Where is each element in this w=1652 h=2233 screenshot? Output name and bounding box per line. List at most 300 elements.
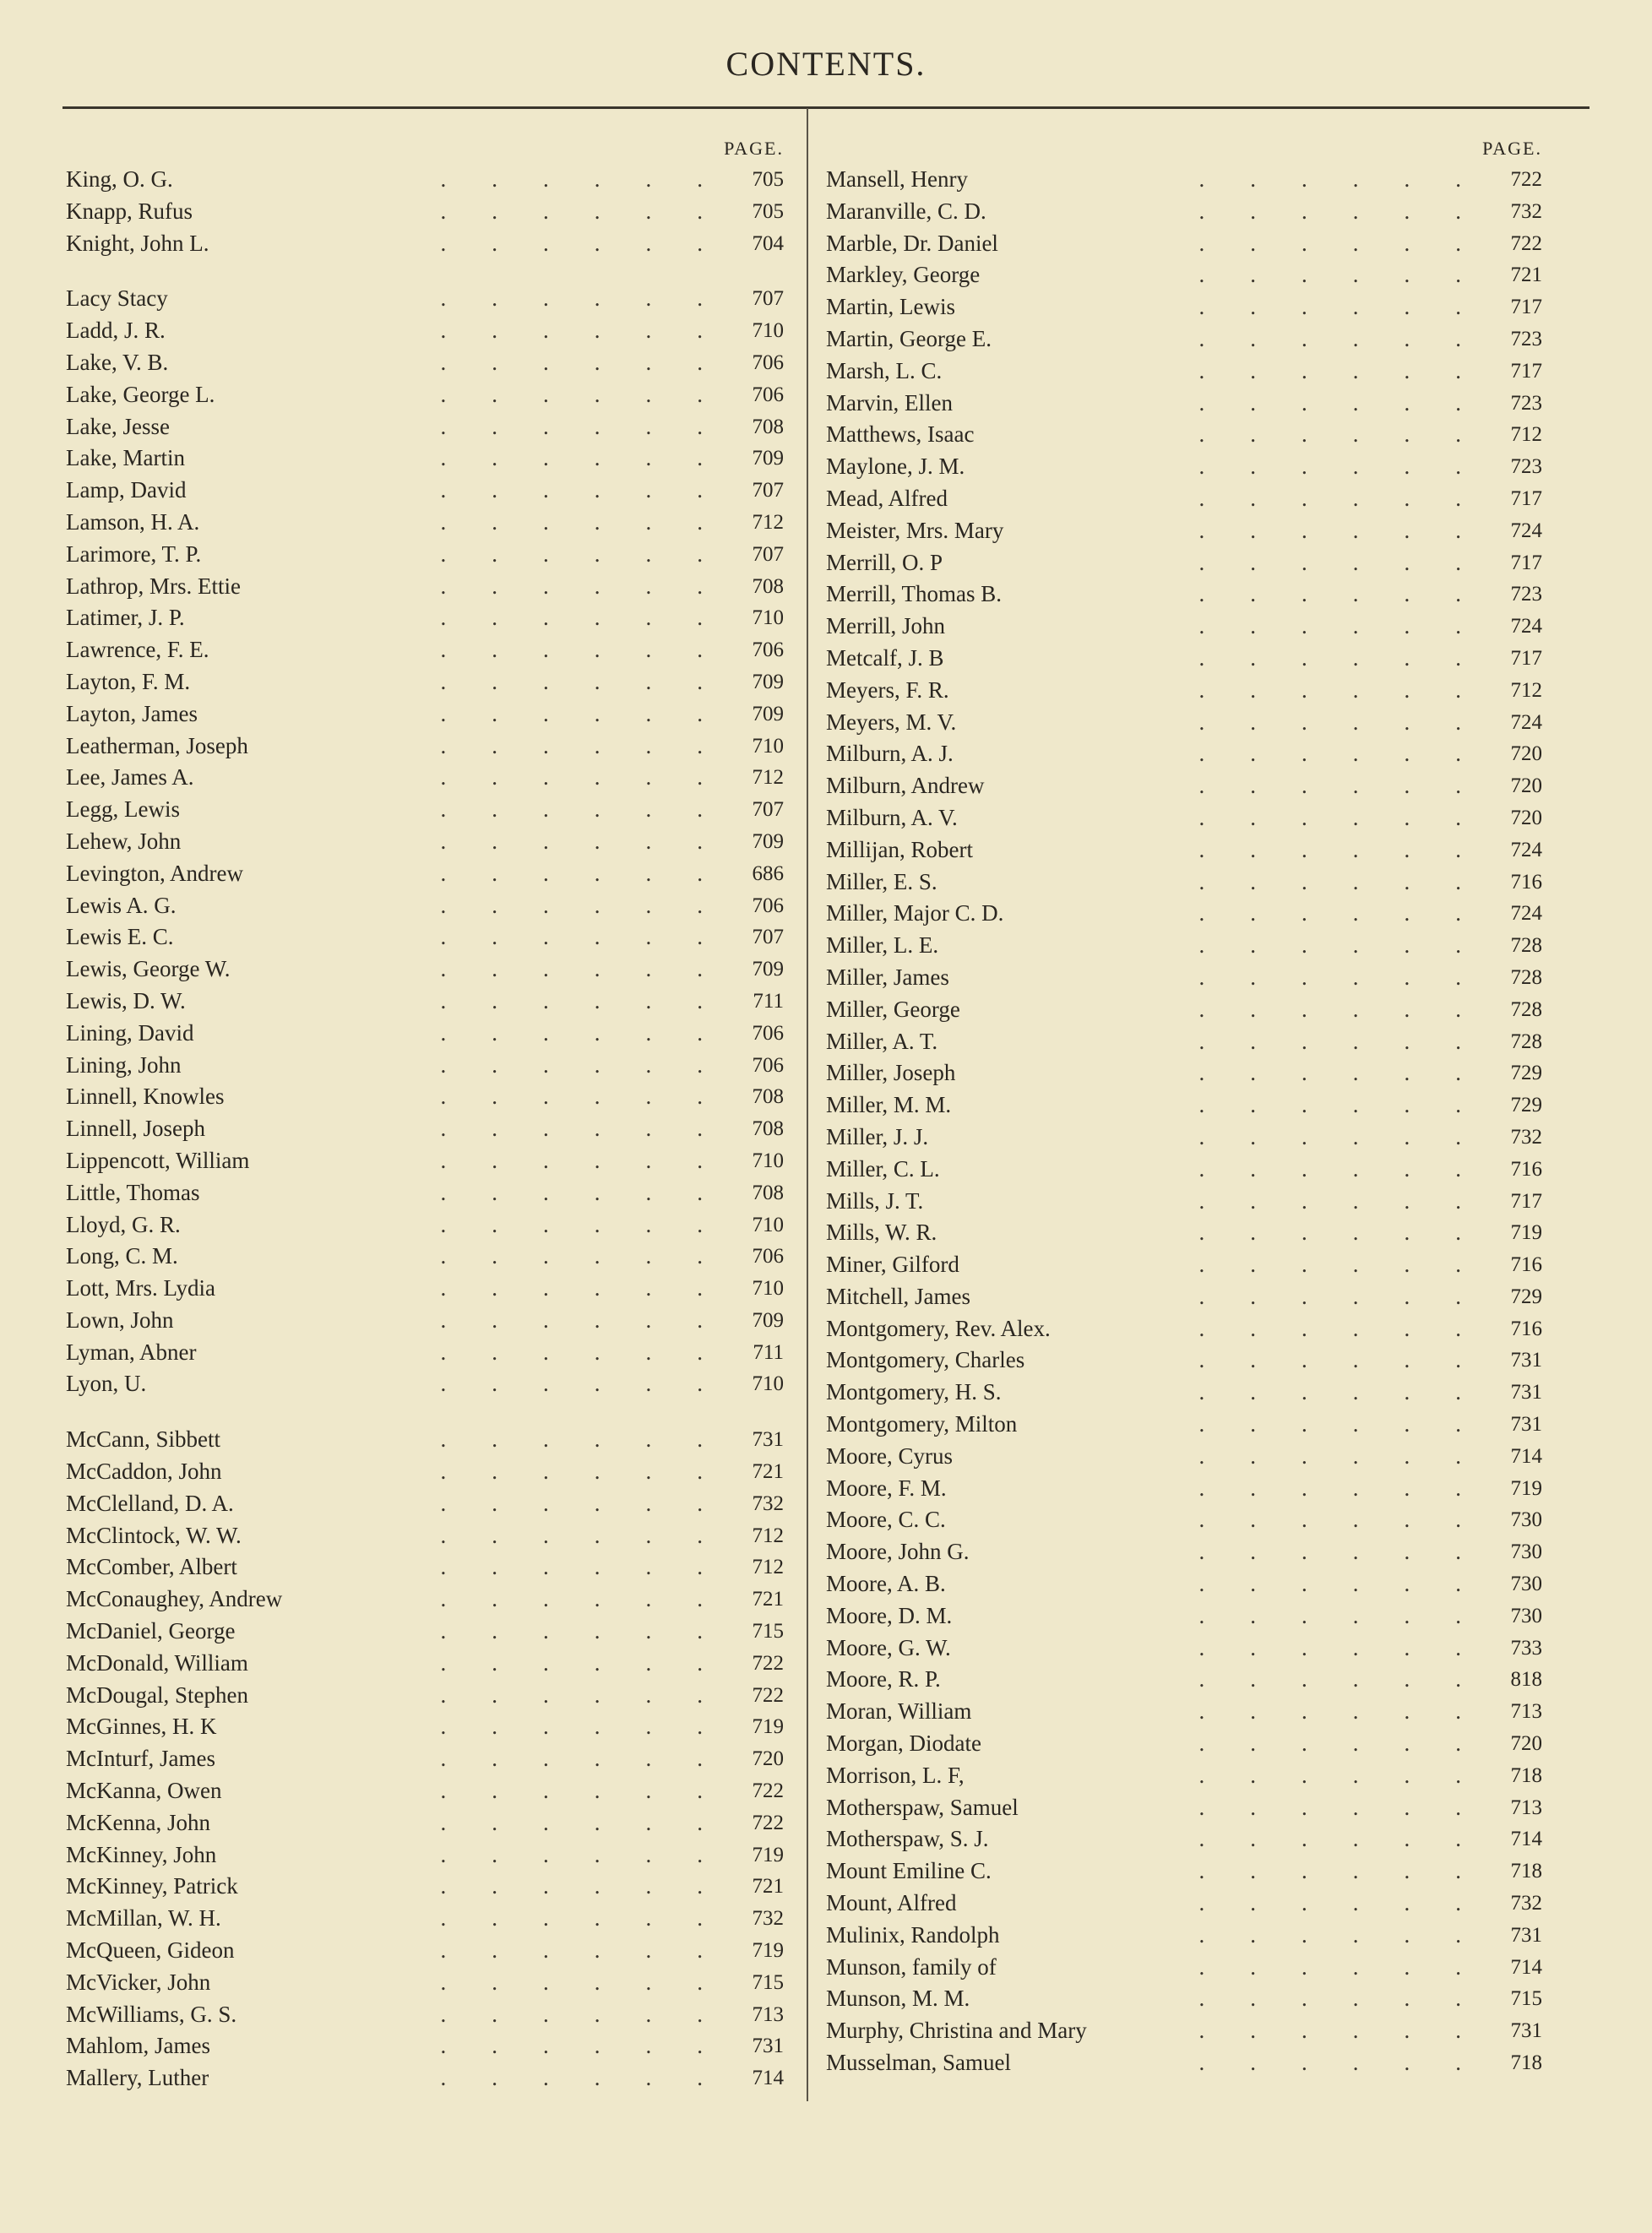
index-entry bbox=[826, 291, 1542, 323]
index-entry bbox=[826, 1823, 1542, 1855]
entry-page-number: 712 bbox=[1510, 423, 1542, 447]
entry-page-number: 710 bbox=[752, 1149, 784, 1172]
entry-page-number: 721 bbox=[752, 1875, 784, 1899]
leader-dots: . . . . . . bbox=[1198, 485, 1461, 511]
section-spacer bbox=[66, 1400, 784, 1424]
entry-page-number: 716 bbox=[1510, 1317, 1542, 1340]
entry-name: Maranville, C. D. bbox=[826, 198, 986, 224]
index-entry bbox=[66, 986, 784, 1018]
index-entry bbox=[66, 1520, 784, 1552]
entry-page-number: 706 bbox=[752, 1021, 784, 1045]
index-entry bbox=[826, 356, 1542, 388]
leader-dots: . . . . . . bbox=[1198, 1730, 1461, 1757]
index-entry bbox=[826, 483, 1542, 515]
entry-name: Layton, F. M. bbox=[66, 668, 191, 694]
index-entry bbox=[826, 388, 1542, 420]
entry-page-number: 707 bbox=[752, 479, 784, 503]
index-entry bbox=[826, 1760, 1542, 1792]
entry-page-number: 729 bbox=[1510, 1094, 1542, 1117]
leader-dots: . . . . . . bbox=[1198, 1539, 1461, 1565]
leader-dots: . . . . . . bbox=[1198, 1890, 1461, 1916]
index-entry bbox=[826, 962, 1542, 994]
leader-dots: . . . . . . bbox=[1198, 549, 1461, 575]
leader-dots: . . . . . . bbox=[1198, 932, 1461, 959]
entry-name: Lathrop, Mrs. Ettie bbox=[66, 573, 241, 599]
entry-page-number: 718 bbox=[1510, 2051, 1542, 2075]
leader-dots: . . . . . . bbox=[1198, 676, 1461, 703]
leader-dots: . . . . . . bbox=[440, 285, 703, 312]
index-entry bbox=[826, 1568, 1542, 1600]
entry-name: McGinnes, H. K bbox=[66, 1714, 217, 1740]
index-entry bbox=[66, 1050, 784, 1082]
leader-dots: . . . . . . bbox=[1198, 1507, 1461, 1533]
entry-name: Knight, John L. bbox=[66, 230, 209, 256]
entry-name: McKanna, Owen bbox=[66, 1778, 222, 1804]
leader-dots: . . . . . . bbox=[440, 828, 703, 854]
index-entry bbox=[66, 1648, 784, 1680]
leader-dots: . . . . . . bbox=[1198, 357, 1461, 383]
leader-dots: . . . . . . bbox=[440, 1084, 703, 1110]
leader-dots: . . . . . . bbox=[440, 381, 703, 407]
index-entry bbox=[66, 858, 784, 890]
entry-page-number: 711 bbox=[753, 989, 784, 1013]
leader-dots: . . . . . . bbox=[1198, 1794, 1461, 1820]
entry-page-number: 705 bbox=[752, 199, 784, 223]
leader-dots: . . . . . . bbox=[440, 1051, 703, 1078]
entry-page-number: 730 bbox=[1510, 1604, 1542, 1627]
left-entry-list bbox=[66, 164, 784, 2094]
entry-page-number: 722 bbox=[1510, 168, 1542, 191]
leader-dots: . . . . . . bbox=[440, 477, 703, 503]
entry-name: Meister, Mrs. Mary bbox=[826, 517, 1004, 543]
entry-page-number: 719 bbox=[752, 1843, 784, 1866]
entry-page-number: 707 bbox=[752, 542, 784, 566]
index-entry bbox=[826, 259, 1542, 291]
index-entry bbox=[66, 1903, 784, 1935]
entry-name: Miller, C. L. bbox=[826, 1155, 940, 1182]
entry-name: Millijan, Robert bbox=[826, 836, 973, 862]
entry-page-number: 728 bbox=[1510, 965, 1542, 989]
entry-name: Marsh, L. C. bbox=[826, 357, 943, 383]
index-entry bbox=[66, 571, 784, 603]
index-entry bbox=[66, 1839, 784, 1872]
leader-dots: . . . . . . bbox=[1198, 1155, 1461, 1182]
index-entry bbox=[826, 1122, 1542, 1154]
entry-page-number: 732 bbox=[752, 1491, 784, 1515]
leader-dots: . . . . . . bbox=[1198, 230, 1461, 256]
leader-dots: . . . . . . bbox=[440, 1459, 703, 1485]
index-entry bbox=[826, 1441, 1542, 1473]
index-entry bbox=[826, 196, 1542, 228]
entry-name: Motherspaw, Samuel bbox=[826, 1794, 1019, 1820]
leader-dots: . . . . . . bbox=[1198, 1953, 1461, 1980]
leader-dots: . . . . . . bbox=[1198, 454, 1461, 480]
index-entry bbox=[826, 707, 1542, 739]
entry-name: Marvin, Ellen bbox=[826, 389, 953, 416]
leader-dots: . . . . . . bbox=[440, 318, 703, 344]
entry-name: Larimore, T. P. bbox=[66, 541, 202, 567]
leader-dots: . . . . . . bbox=[1198, 517, 1461, 543]
entry-name: Mallery, Luther bbox=[66, 2065, 209, 2091]
leader-dots: . . . . . . bbox=[440, 1937, 703, 1964]
entry-name: Lake, George L. bbox=[66, 381, 215, 407]
index-entry bbox=[826, 1249, 1542, 1281]
leader-dots: . . . . . . bbox=[1198, 1347, 1461, 1373]
index-entry bbox=[826, 675, 1542, 707]
leader-dots: . . . . . . bbox=[440, 1969, 703, 1995]
index-entry bbox=[66, 1743, 784, 1775]
entry-page-number: 709 bbox=[752, 829, 784, 853]
index-entry bbox=[66, 890, 784, 922]
index-entry bbox=[66, 1680, 784, 1712]
entry-page-number: 712 bbox=[752, 1556, 784, 1579]
index-entry bbox=[826, 1536, 1542, 1568]
entry-name: Lippencott, William bbox=[66, 1147, 250, 1173]
entry-page-number: 708 bbox=[752, 1181, 784, 1204]
index-entry bbox=[66, 762, 784, 794]
leader-dots: . . . . . . bbox=[1198, 1762, 1461, 1788]
entry-page-number: 708 bbox=[752, 1085, 784, 1109]
entry-name: McDaniel, George bbox=[66, 1618, 236, 1644]
index-entry bbox=[826, 738, 1542, 770]
entry-name: Moore, R. P. bbox=[826, 1666, 941, 1692]
entry-page-number: 719 bbox=[1510, 1476, 1542, 1500]
index-entry bbox=[66, 1177, 784, 1209]
entry-page-number: 818 bbox=[1510, 1668, 1542, 1692]
entry-name: Lown, John bbox=[66, 1307, 174, 1333]
leader-dots: . . . . . . bbox=[440, 230, 703, 256]
index-entry bbox=[826, 451, 1542, 483]
entry-page-number: 717 bbox=[1510, 551, 1542, 574]
entry-page-number: 719 bbox=[752, 1715, 784, 1739]
entry-name: Mills, W. R. bbox=[826, 1220, 937, 1246]
index-entry bbox=[826, 898, 1542, 930]
entry-page-number: 723 bbox=[1510, 391, 1542, 415]
column-divider bbox=[807, 108, 808, 2101]
entry-page-number: 721 bbox=[752, 1460, 784, 1484]
entry-name: Merrill, O. P bbox=[826, 549, 943, 575]
index-entry bbox=[66, 475, 784, 507]
entry-name: Lott, Mrs. Lydia bbox=[66, 1275, 215, 1301]
entry-name: Linnell, Knowles bbox=[66, 1084, 225, 1110]
index-entry bbox=[826, 323, 1542, 356]
entry-name: Lyon, U. bbox=[66, 1371, 147, 1397]
entry-page-number: 708 bbox=[752, 1117, 784, 1141]
entry-name: Moore, D. M. bbox=[826, 1602, 953, 1628]
entry-page-number: 728 bbox=[1510, 1030, 1542, 1053]
index-entry bbox=[826, 515, 1542, 547]
leader-dots: . . . . . . bbox=[440, 1426, 703, 1453]
entry-page-number: 719 bbox=[1510, 1221, 1542, 1245]
header-rule bbox=[62, 106, 1590, 109]
index-entry bbox=[826, 802, 1542, 834]
entry-page-number: 724 bbox=[1510, 615, 1542, 638]
index-entry bbox=[826, 1600, 1542, 1633]
entry-name: Montgomery, H. S. bbox=[826, 1379, 1002, 1405]
entry-page-number: 710 bbox=[752, 319, 784, 343]
index-entry bbox=[66, 1368, 784, 1400]
entry-page-number: 707 bbox=[752, 287, 784, 311]
index-entry bbox=[66, 1999, 784, 2031]
entry-page-number: 730 bbox=[1510, 1508, 1542, 1532]
left-column bbox=[66, 133, 784, 2094]
entry-name: Lyman, Abner bbox=[66, 1339, 197, 1365]
entry-name: Moore, Cyrus bbox=[826, 1442, 953, 1469]
entry-page-number: 716 bbox=[1510, 1253, 1542, 1277]
index-entry bbox=[826, 228, 1542, 260]
entry-page-number: 719 bbox=[752, 1939, 784, 1963]
leader-dots: . . . . . . bbox=[1198, 1187, 1461, 1214]
entry-name: Martin, Lewis bbox=[826, 294, 955, 320]
index-entry bbox=[66, 196, 784, 228]
leader-dots: . . . . . . bbox=[1198, 1634, 1461, 1660]
leader-dots: . . . . . . bbox=[440, 541, 703, 567]
leader-dots: . . . . . . bbox=[440, 413, 703, 439]
leader-dots: . . . . . . bbox=[440, 508, 703, 535]
entry-name: Lewis A. G. bbox=[66, 892, 177, 918]
entry-page-number: 728 bbox=[1510, 934, 1542, 958]
leader-dots: . . . . . . bbox=[440, 956, 703, 982]
entry-page-number: 714 bbox=[1510, 1955, 1542, 1979]
entry-name: Mills, J. T. bbox=[826, 1187, 924, 1214]
leader-dots: . . . . . . bbox=[1198, 1252, 1461, 1278]
entry-name: Latimer, J. P. bbox=[66, 605, 185, 631]
entry-page-number: 724 bbox=[1510, 902, 1542, 926]
entry-name: Layton, James bbox=[66, 700, 198, 726]
entry-name: King, O. G. bbox=[66, 166, 173, 192]
entry-name: Moore, G. W. bbox=[826, 1634, 951, 1660]
entry-page-number: 720 bbox=[1510, 1732, 1542, 1756]
section-spacer bbox=[66, 259, 784, 283]
entry-page-number: 706 bbox=[752, 383, 784, 406]
index-entry bbox=[66, 1113, 784, 1145]
index-entry bbox=[826, 1920, 1542, 1952]
index-entry bbox=[826, 1504, 1542, 1536]
leader-dots: . . . . . . bbox=[440, 1554, 703, 1580]
entry-page-number: 714 bbox=[752, 2067, 784, 2090]
index-entry bbox=[66, 507, 784, 539]
index-entry bbox=[66, 954, 784, 986]
entry-name: Little, Thomas bbox=[66, 1179, 200, 1205]
entry-name: McClelland, D. A. bbox=[66, 1490, 234, 1516]
leader-dots: . . . . . . bbox=[1198, 1379, 1461, 1405]
index-entry bbox=[826, 164, 1542, 196]
entry-name: Lewis E. C. bbox=[66, 924, 174, 950]
index-entry bbox=[826, 834, 1542, 867]
entry-page-number: 709 bbox=[752, 447, 784, 470]
leader-dots: . . . . . . bbox=[1198, 900, 1461, 926]
entry-name: McWilliams, G. S. bbox=[66, 2001, 237, 2027]
index-entry bbox=[826, 930, 1542, 962]
index-entry bbox=[826, 643, 1542, 675]
entry-name: Milburn, A. V. bbox=[826, 804, 958, 830]
index-entry bbox=[66, 921, 784, 954]
index-entry bbox=[826, 611, 1542, 643]
leader-dots: . . . . . . bbox=[440, 700, 703, 726]
index-entry bbox=[826, 1473, 1542, 1505]
entry-page-number: 722 bbox=[752, 1651, 784, 1675]
leader-dots: . . . . . . bbox=[440, 1019, 703, 1046]
index-entry bbox=[826, 1728, 1542, 1760]
leader-dots: . . . . . . bbox=[1198, 1986, 1461, 2012]
entry-page-number: 713 bbox=[752, 2002, 784, 2026]
entry-name: Mahlom, James bbox=[66, 2033, 210, 2059]
entry-name: Musselman, Samuel bbox=[826, 2050, 1011, 2076]
leader-dots: . . . . . . bbox=[440, 1618, 703, 1644]
entry-name: Miller, L. E. bbox=[826, 932, 939, 959]
entry-page-number: 731 bbox=[1510, 1349, 1542, 1372]
entry-page-number: 732 bbox=[1510, 1892, 1542, 1915]
leader-dots: . . . . . . bbox=[440, 1649, 703, 1676]
index-entry bbox=[66, 228, 784, 260]
index-entry bbox=[826, 1377, 1542, 1409]
index-entry bbox=[826, 1154, 1542, 1186]
leader-dots: . . . . . . bbox=[1198, 262, 1461, 288]
index-entry bbox=[826, 1026, 1542, 1058]
entry-name: Lawrence, F. E. bbox=[66, 637, 209, 663]
entry-name: Martin, George E. bbox=[826, 325, 992, 351]
right-column bbox=[826, 133, 1542, 2079]
leader-dots: . . . . . . bbox=[440, 1809, 703, 1835]
entry-name: McClintock, W. W. bbox=[66, 1522, 242, 1548]
entry-page-number: 730 bbox=[1510, 1540, 1542, 1564]
entry-page-number: 724 bbox=[1510, 710, 1542, 734]
entry-name: McDougal, Stephen bbox=[66, 1682, 248, 1708]
index-entry bbox=[826, 1855, 1542, 1888]
leader-dots: . . . . . . bbox=[440, 1371, 703, 1397]
entry-page-number: 718 bbox=[1510, 1763, 1542, 1787]
right-entry-list bbox=[826, 164, 1542, 2079]
entry-name: McComber, Albert bbox=[66, 1554, 237, 1580]
leader-dots: . . . . . . bbox=[1198, 1060, 1461, 1086]
entry-name: Moore, A. B. bbox=[826, 1571, 946, 1597]
leader-dots: . . . . . . bbox=[440, 1490, 703, 1516]
index-entry bbox=[66, 1456, 784, 1488]
index-entry bbox=[66, 1871, 784, 1903]
entry-page-number: 711 bbox=[753, 1340, 784, 1364]
index-entry bbox=[66, 1967, 784, 1999]
leader-dots: . . . . . . bbox=[440, 668, 703, 694]
leader-dots: . . . . . . bbox=[440, 1714, 703, 1740]
entry-page-number: 729 bbox=[1510, 1062, 1542, 1085]
entry-name: McKinney, John bbox=[66, 1841, 217, 1867]
entry-page-number: 712 bbox=[1510, 678, 1542, 702]
leader-dots: . . . . . . bbox=[440, 1905, 703, 1931]
leader-dots: . . . . . . bbox=[1198, 1220, 1461, 1246]
index-entry bbox=[66, 1305, 784, 1337]
entry-page-number: 709 bbox=[752, 958, 784, 981]
entry-name: Moran, William bbox=[826, 1698, 972, 1725]
entry-name: Ladd, J. R. bbox=[66, 318, 166, 344]
entry-page-number: 720 bbox=[752, 1747, 784, 1771]
index-entry bbox=[826, 867, 1542, 899]
leader-dots: . . . . . . bbox=[440, 1746, 703, 1772]
index-entry bbox=[66, 1935, 784, 1967]
entry-name: McInturf, James bbox=[66, 1746, 215, 1772]
index-entry bbox=[66, 315, 784, 347]
entry-page-number: 706 bbox=[752, 638, 784, 662]
entry-page-number: 720 bbox=[1510, 806, 1542, 829]
index-entry bbox=[826, 1409, 1542, 1441]
index-entry bbox=[66, 539, 784, 571]
entry-name: McVicker, John bbox=[66, 1969, 211, 1995]
leader-dots: . . . . . . bbox=[440, 796, 703, 823]
index-entry bbox=[66, 2062, 784, 2094]
entry-name: Miller, M. M. bbox=[826, 1092, 952, 1118]
index-entry bbox=[66, 1337, 784, 1369]
entry-page-number: 713 bbox=[1510, 1796, 1542, 1819]
entry-name: Merrill, Thomas B. bbox=[826, 581, 1002, 607]
leader-dots: . . . . . . bbox=[440, 1873, 703, 1899]
leader-dots: . . . . . . bbox=[440, 1243, 703, 1269]
index-entry bbox=[66, 1488, 784, 1520]
index-entry bbox=[826, 579, 1542, 611]
entry-page-number: 721 bbox=[1510, 264, 1542, 287]
index-entry bbox=[66, 1018, 784, 1050]
leader-dots: . . . . . . bbox=[440, 1307, 703, 1333]
entry-name: McCann, Sibbett bbox=[66, 1426, 220, 1453]
entry-page-number: 710 bbox=[752, 606, 784, 630]
leader-dots: . . . . . . bbox=[1198, 1666, 1461, 1692]
leader-dots: . . . . . . bbox=[1198, 613, 1461, 639]
entry-page-number: 710 bbox=[752, 1277, 784, 1301]
index-entry bbox=[66, 826, 784, 858]
leader-dots: . . . . . . bbox=[1198, 804, 1461, 830]
entry-name: Miner, Gilford bbox=[826, 1252, 959, 1278]
entry-page-number: 731 bbox=[1510, 1381, 1542, 1404]
index-entry bbox=[66, 164, 784, 196]
entry-name: Matthews, Isaac bbox=[826, 421, 975, 448]
entry-page-number: 714 bbox=[1510, 1828, 1542, 1851]
entry-name: Knapp, Rufus bbox=[66, 198, 193, 224]
index-entry bbox=[826, 1952, 1542, 1984]
entry-name: Lloyd, G. R. bbox=[66, 1211, 181, 1237]
entry-page-number: 722 bbox=[1510, 231, 1542, 255]
index-entry bbox=[826, 1057, 1542, 1089]
entry-page-number: 715 bbox=[752, 1620, 784, 1644]
leader-dots: . . . . . . bbox=[1198, 644, 1461, 671]
entry-name: Lacy Stacy bbox=[66, 285, 168, 312]
leader-dots: . . . . . . bbox=[1198, 1442, 1461, 1469]
entry-name: Munson, M. M. bbox=[826, 1986, 970, 2012]
entry-page-number: 722 bbox=[752, 1683, 784, 1707]
index-entry bbox=[66, 602, 784, 634]
entry-name: Lake, Martin bbox=[66, 445, 185, 471]
entry-name: Lake, Jesse bbox=[66, 413, 170, 439]
index-entry bbox=[66, 283, 784, 315]
entry-page-number: 706 bbox=[752, 1245, 784, 1269]
entry-name: Miller, A. T. bbox=[826, 1028, 938, 1054]
page-column-header: PAGE. bbox=[724, 138, 784, 159]
entry-name: Maylone, J. M. bbox=[826, 454, 965, 480]
leader-dots: . . . . . . bbox=[1198, 741, 1461, 767]
entry-name: Markley, George bbox=[826, 262, 981, 288]
entry-page-number: 723 bbox=[1510, 327, 1542, 350]
entry-page-number: 728 bbox=[1510, 997, 1542, 1021]
entry-name: Munson, family of bbox=[826, 1953, 997, 1980]
entry-name: McConaughey, Andrew bbox=[66, 1586, 283, 1612]
entry-page-number: 731 bbox=[1510, 1413, 1542, 1437]
index-entry bbox=[66, 1584, 784, 1616]
entry-page-number: 715 bbox=[752, 1970, 784, 1994]
entry-page-number: 724 bbox=[1510, 838, 1542, 861]
entry-name: Levington, Andrew bbox=[66, 860, 243, 886]
leader-dots: . . . . . . bbox=[440, 1522, 703, 1548]
leader-dots: . . . . . . bbox=[440, 1682, 703, 1708]
leader-dots: . . . . . . bbox=[440, 2065, 703, 2091]
entry-page-number: 712 bbox=[752, 1524, 784, 1547]
leader-dots: . . . . . . bbox=[1198, 964, 1461, 990]
